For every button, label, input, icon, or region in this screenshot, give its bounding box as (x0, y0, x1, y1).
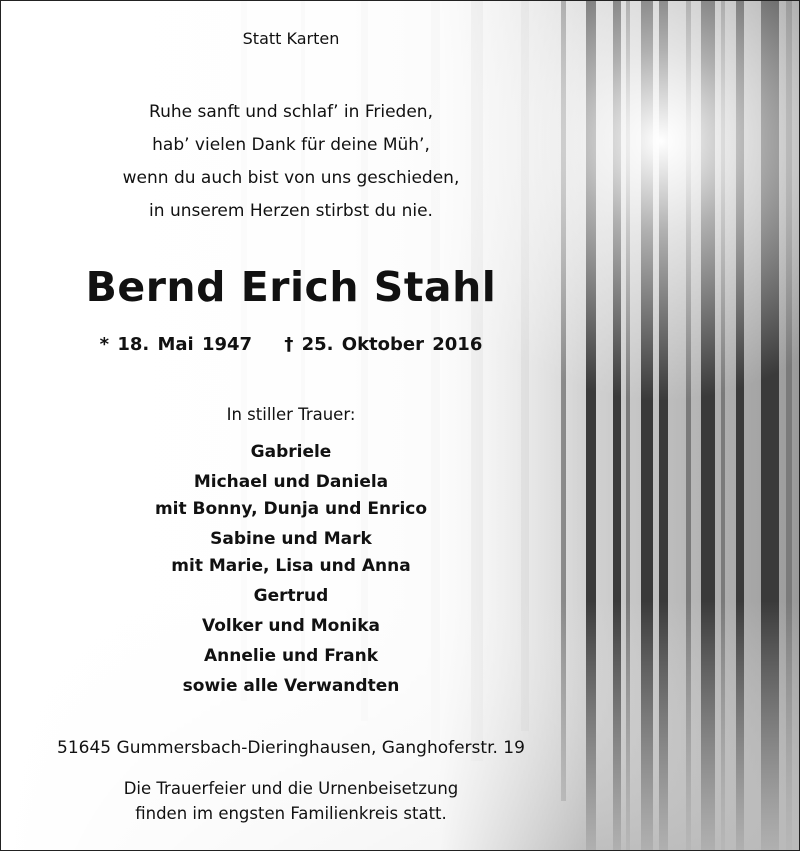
ceremony-notice (1, 776, 581, 826)
notice-text-column (1, 1, 581, 850)
poem (1, 96, 581, 228)
poem-line: hab’ vielen Dank für deine Müh’, (152, 135, 430, 155)
ceremony-line: Die Trauerfeier und die Urnenbeisetzung (123, 779, 459, 798)
mourner-line: Michael und Daniela (193, 472, 389, 492)
mourner-line: Gabriele (250, 442, 332, 462)
death-date: † 25. Oktober 2016 (284, 334, 483, 355)
address: 51645 Gummersbach-Dieringhausen, Ganghoferstr. 19 (57, 738, 525, 758)
birth-date: * 18. Mai 1947 (99, 334, 253, 355)
mourner-line: Volker und Monika (201, 616, 380, 636)
ceremony-line: finden im engsten Familienkreis statt. (135, 804, 447, 823)
mourner-line: mit Marie, Lisa und Anna (171, 556, 411, 576)
statt-karten-heading: Statt Karten (242, 29, 340, 48)
mourner-line: Annelie und Frank (203, 646, 379, 666)
life-dates (1, 334, 581, 355)
mourner-line: sowie alle Verwandten (182, 676, 400, 696)
deceased-name: Bernd Erich Stahl (85, 263, 497, 311)
mourner-line: Gertrud (253, 586, 329, 606)
poem-line: Ruhe sanft und schlaf’ in Frieden, (149, 102, 433, 122)
mourners-list (1, 439, 581, 700)
poem-line: in unserem Herzen stirbst du nie. (149, 201, 433, 221)
mourning-label: In stiller Trauer: (226, 405, 356, 424)
poem-line: wenn du auch bist von uns geschieden, (122, 168, 460, 188)
mourner-line: mit Bonny, Dunja und Enrico (154, 499, 428, 519)
mourner-line: Sabine und Mark (210, 529, 372, 549)
